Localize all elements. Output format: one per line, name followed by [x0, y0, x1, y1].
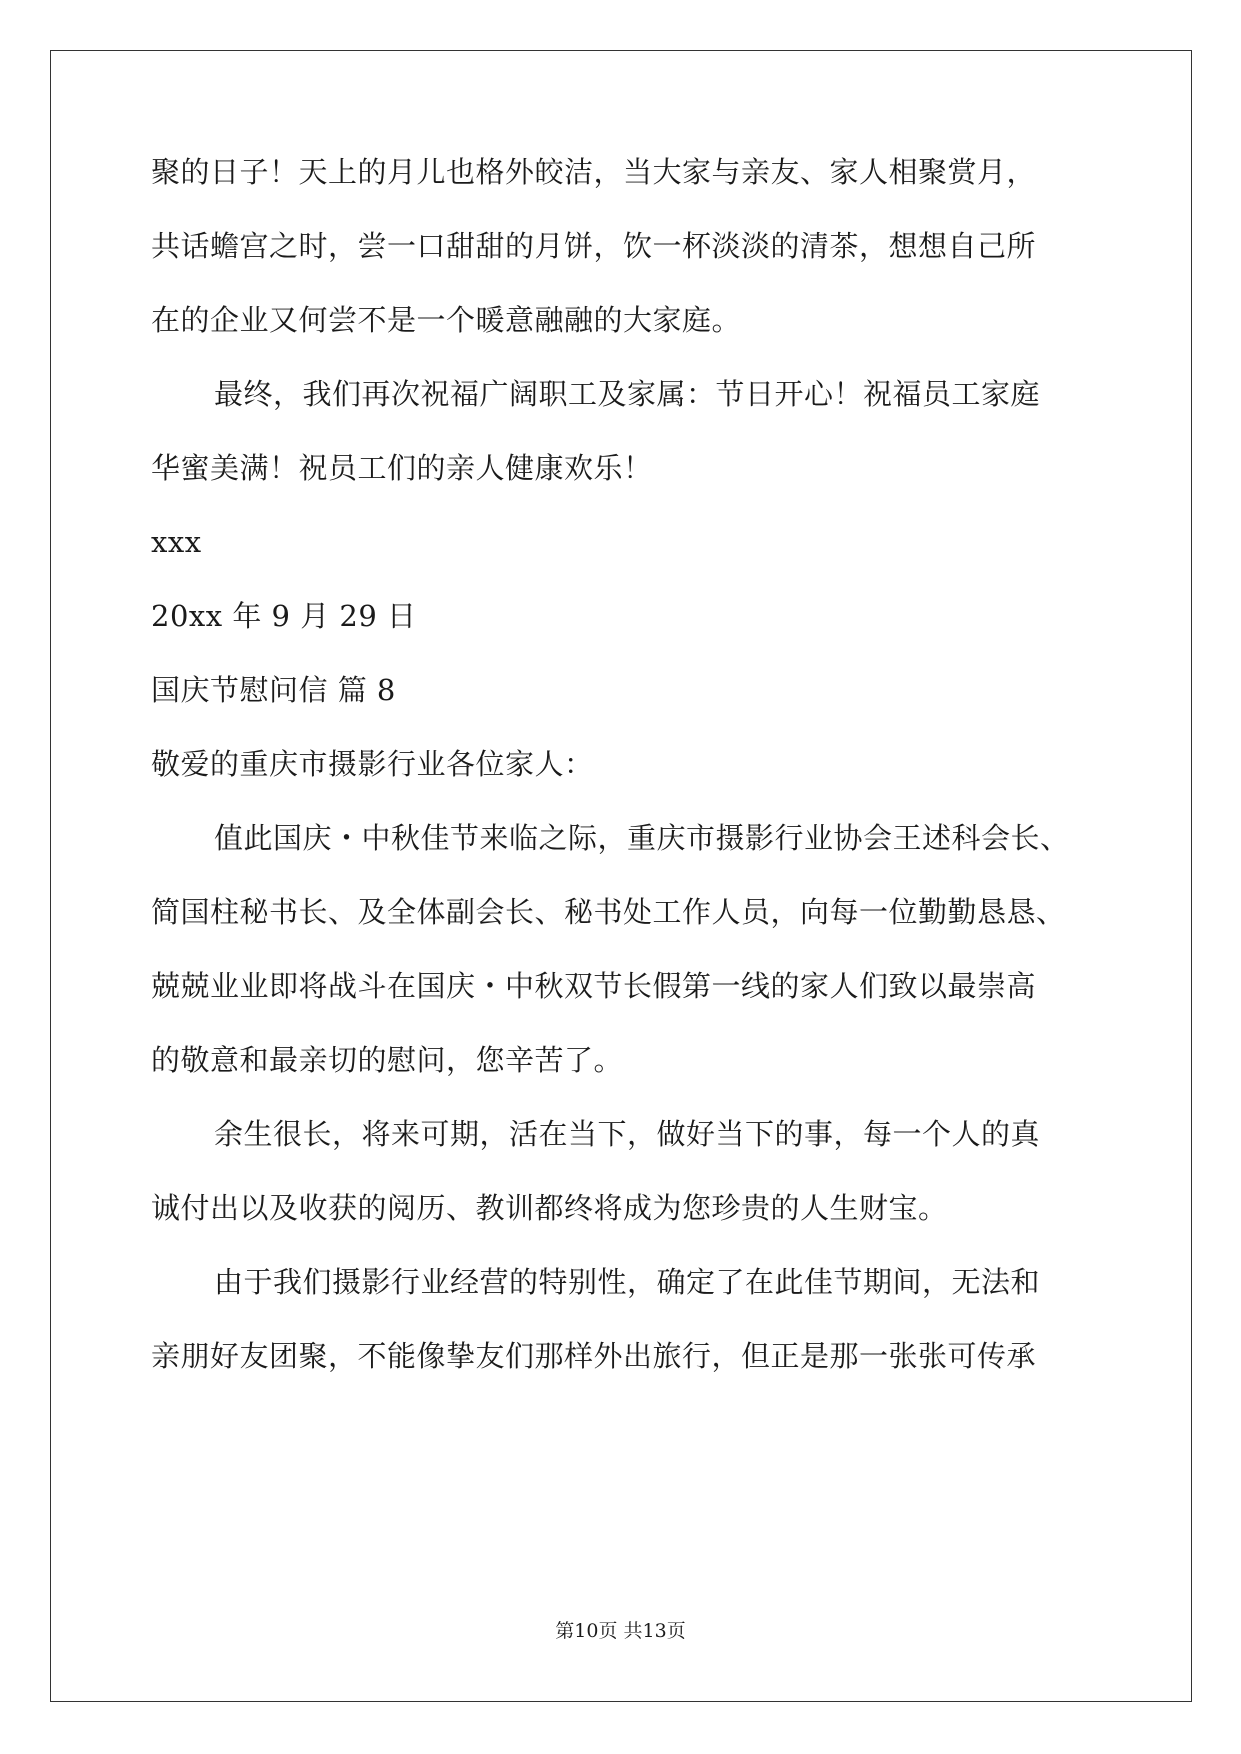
body-line-3: 在的企业又何尝不是一个暖意融融的大家庭。 [151, 303, 742, 337]
body-line-16: 由于我们摄影行业经营的特别性，确定了在此佳节期间，无法和 [214, 1265, 1041, 1299]
body-line-13: 的敬意和最亲切的慰问，您辛苦了。 [151, 1043, 624, 1077]
body-line-10: 值此国庆・中秋佳节来临之际，重庆市摄影行业协会王述科会长、 [214, 821, 1070, 855]
body-line-1: 聚的日子！天上的月儿也格外皎洁，当大家与亲友、家人相聚赏月， [151, 155, 1037, 189]
page-border [50, 50, 1192, 1702]
body-line-5: 华蜜美满！祝员工们的亲人健康欢乐！ [151, 451, 653, 485]
body-line-2: 共话蟾宫之时，尝一口甜甜的月饼，饮一杯淡淡的清茶，想想自己所 [151, 229, 1037, 263]
signature-date: 20xx 年 9 月 29 日 [151, 599, 417, 633]
section-heading: 国庆节慰问信 篇 8 [151, 673, 396, 707]
signature-name: xxx [151, 525, 202, 559]
body-line-17: 亲朋好友团聚，不能像挚友们那样外出旅行，但正是那一张张可传承 [151, 1339, 1037, 1373]
salutation: 敬爱的重庆市摄影行业各位家人： [151, 747, 594, 781]
body-line-12: 兢兢业业即将战斗在国庆・中秋双节长假第一线的家人们致以最崇高 [151, 969, 1037, 1003]
body-line-15: 诚付出以及收获的阅历、教训都终将成为您珍贵的人生财宝。 [151, 1191, 948, 1225]
body-line-11: 简国柱秘书长、及全体副会长、秘书处工作人员，向每一位勤勤恳恳、 [151, 895, 1066, 929]
page-footer: 第10页 共13页 [555, 1620, 686, 1642]
body-line-14: 余生很长，将来可期，活在当下，做好当下的事，每一个人的真 [214, 1117, 1041, 1151]
body-line-4: 最终，我们再次祝福广阔职工及家属：节日开心！祝福员工家庭 [214, 377, 1041, 411]
